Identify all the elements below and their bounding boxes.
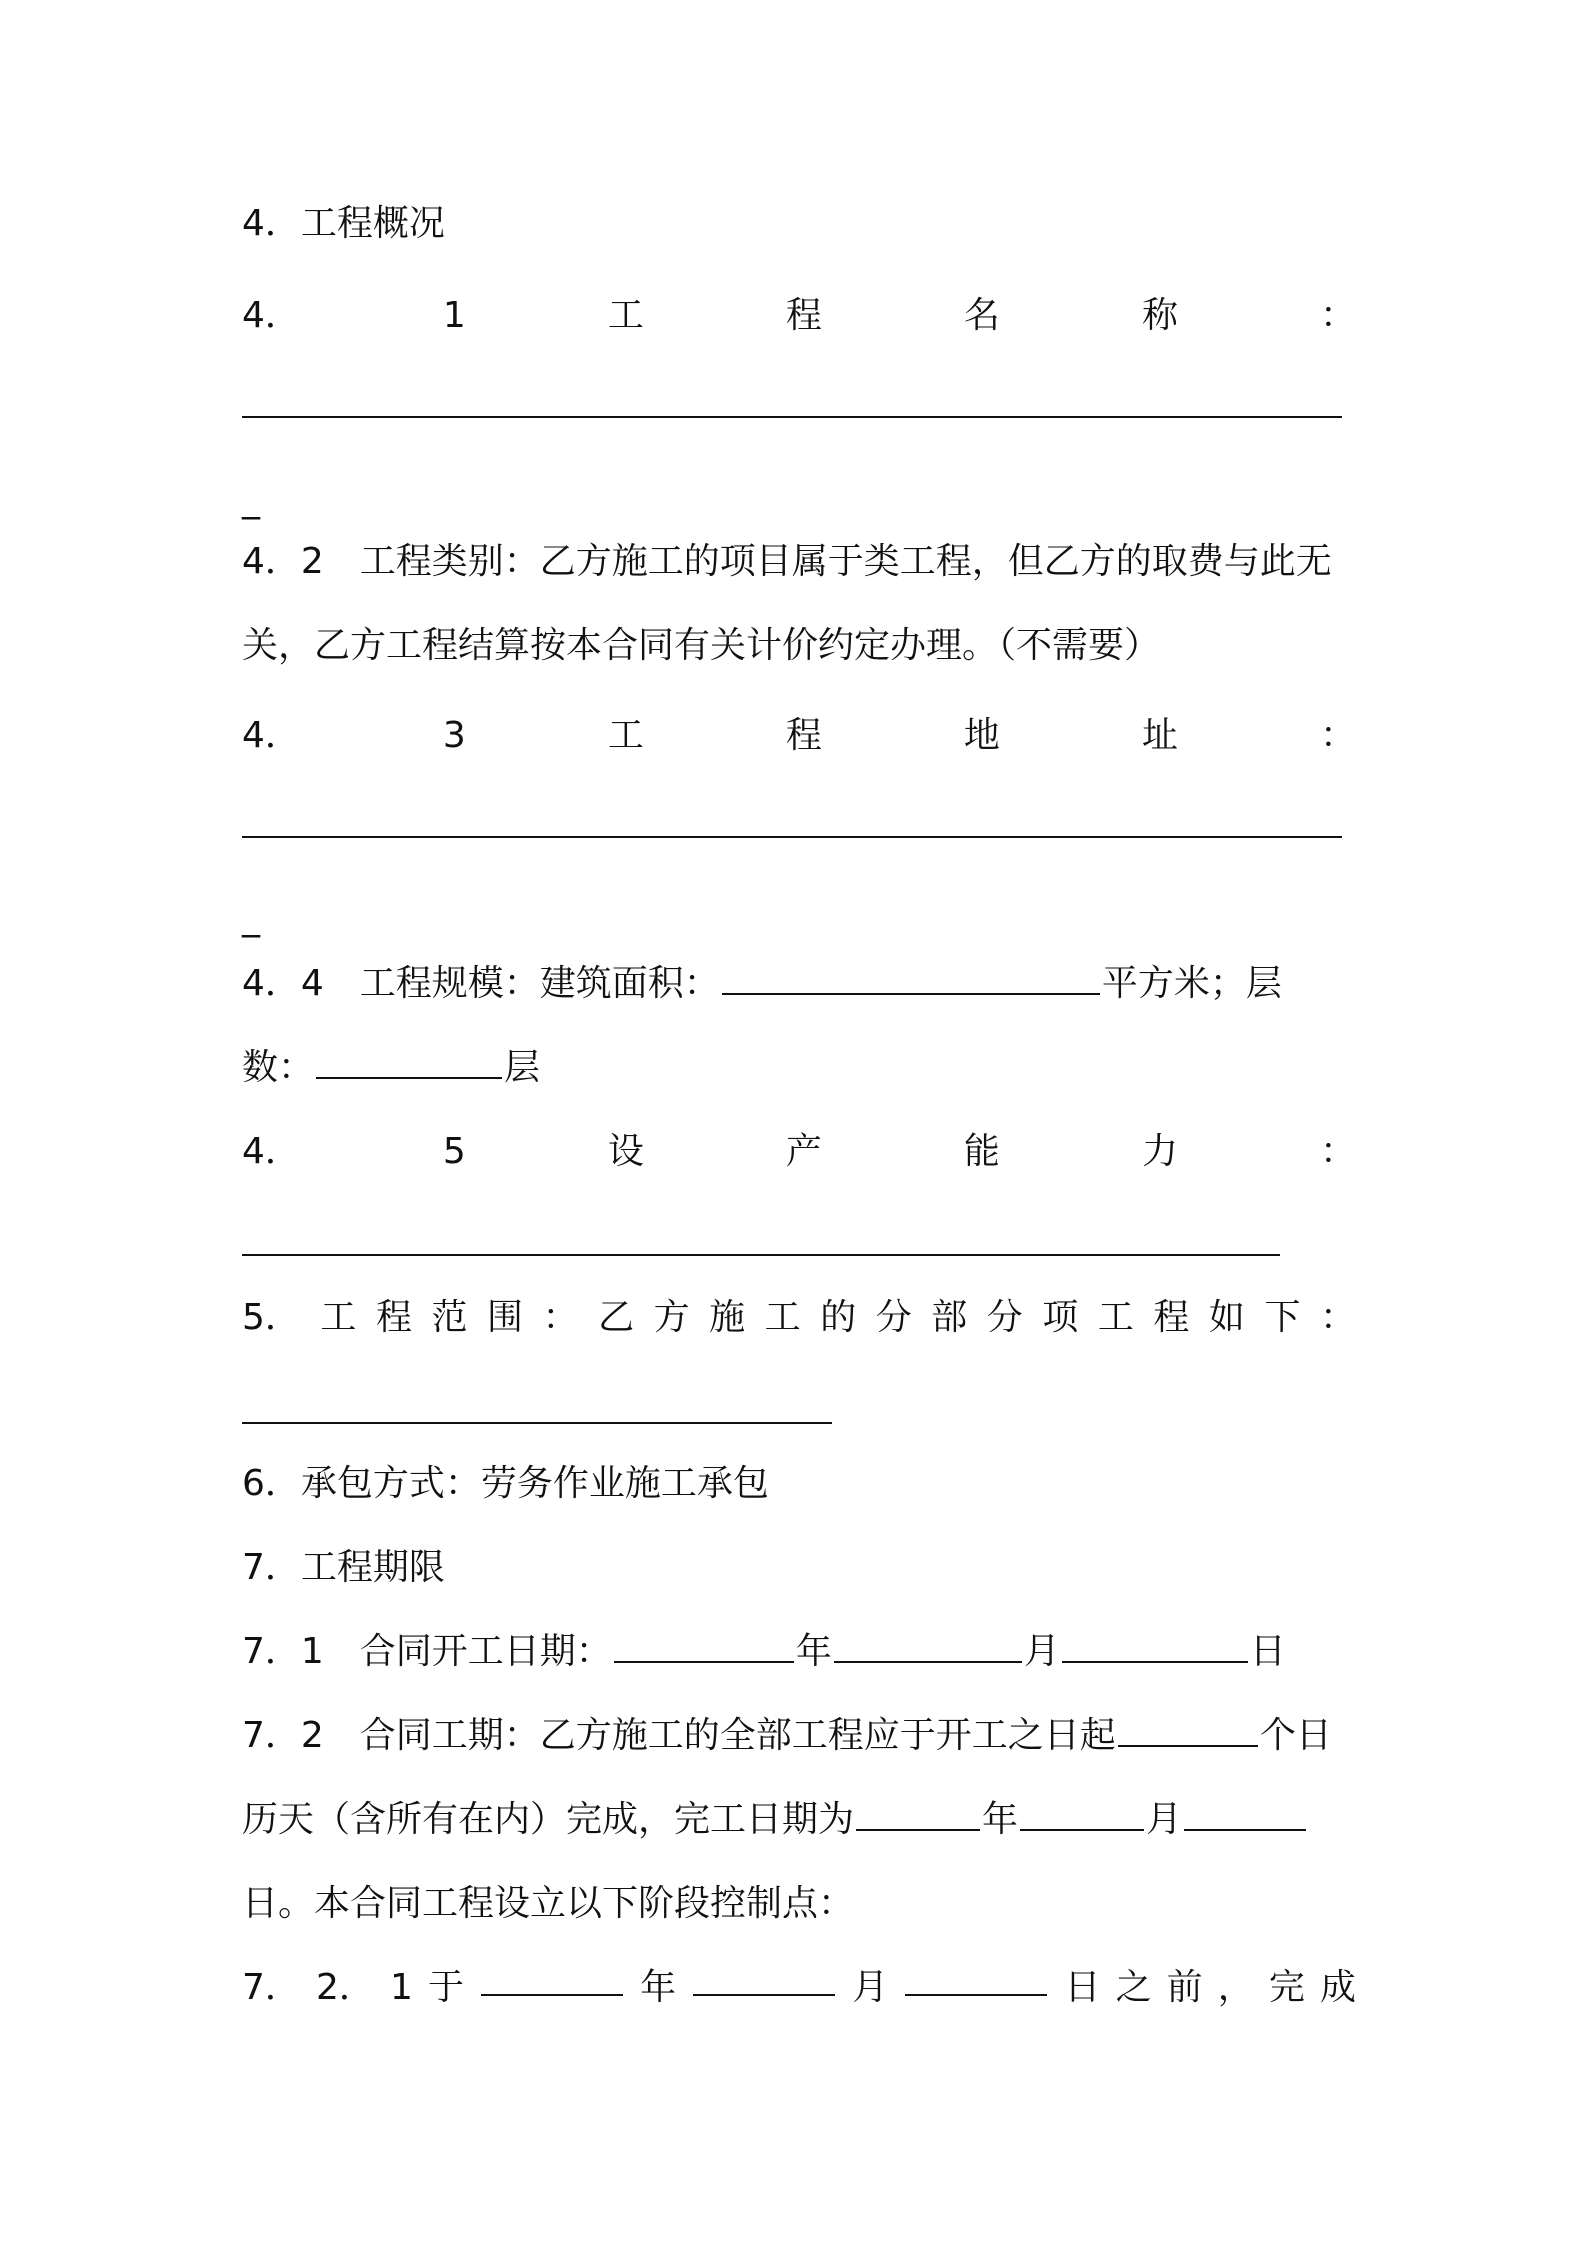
clause-4-5-capacity: 4． 5 设 产 能 力 ： [242, 1131, 1356, 1172]
clause-4-2-line2: 关，乙方工程结算按本合同有关计价约定办理。（不需要） [242, 625, 1161, 666]
project-address-blank[interactable] [242, 836, 1342, 838]
project-address-blank-tail: _ [242, 897, 260, 938]
section-6-contract-mode: 6．承包方式：劳务作业施工承包 [242, 1463, 769, 1504]
clause-4-1-project-name: 4． 1 工 程 名 称 ： [242, 295, 1356, 336]
scope-blank[interactable] [242, 1422, 832, 1424]
clause-4-4-line2: 数： 层 [242, 1047, 541, 1088]
project-name-blank-tail: _ [242, 479, 260, 520]
milestone-year-blank[interactable] [481, 1964, 623, 1996]
clause-4-4-line1: 4．4 工程规模：建筑面积： 平方米；层 [242, 963, 1282, 1004]
floor-area-blank[interactable] [722, 963, 1100, 995]
capacity-blank[interactable] [242, 1254, 1280, 1256]
milestone-month-blank[interactable] [693, 1964, 835, 1996]
project-name-blank[interactable] [242, 416, 1342, 418]
clause-7-1-start-date: 7．1 合同开工日期： 年 月 日 [242, 1631, 1286, 1672]
finish-year-blank[interactable] [856, 1799, 980, 1831]
clause-4-2-line1: 4．2 工程类别：乙方施工的项目属于类工程，但乙方的取费与此无 [242, 541, 1332, 582]
clause-7-2-line2: 历天（含所有在内）完成，完工日期为 年 月 [242, 1796, 1356, 1844]
clause-4-3-project-address: 4． 3 工 程 地 址 ： [242, 715, 1356, 756]
finish-month-blank[interactable] [1020, 1799, 1144, 1831]
milestone-day-blank[interactable] [905, 1964, 1047, 1996]
duration-days-blank[interactable] [1118, 1715, 1258, 1747]
floor-count-blank[interactable] [316, 1047, 502, 1079]
start-day-blank[interactable] [1062, 1631, 1248, 1663]
section-7-heading: 7．工程期限 [242, 1547, 445, 1588]
clause-7-2-1-milestone: 7． 2． 1 于 年 月 日 之 前 ， 完 成 [242, 1964, 1356, 2012]
clause-7-2-line3: 日。本合同工程设立以下阶段控制点： [242, 1883, 855, 1924]
clause-7-2-line1: 7．2 合同工期：乙方施工的全部工程应于开工之日起 个日 [242, 1715, 1332, 1756]
finish-day-blank[interactable] [1184, 1799, 1306, 1831]
section-5-scope: 5． 工 程 范 围 ： 乙 方 施 工 的 分 部 分 项 工 程 如 下 ： [242, 1297, 1356, 1338]
start-year-blank[interactable] [614, 1631, 794, 1663]
start-month-blank[interactable] [834, 1631, 1022, 1663]
section-4-heading: 4．工程概况 [242, 203, 445, 244]
